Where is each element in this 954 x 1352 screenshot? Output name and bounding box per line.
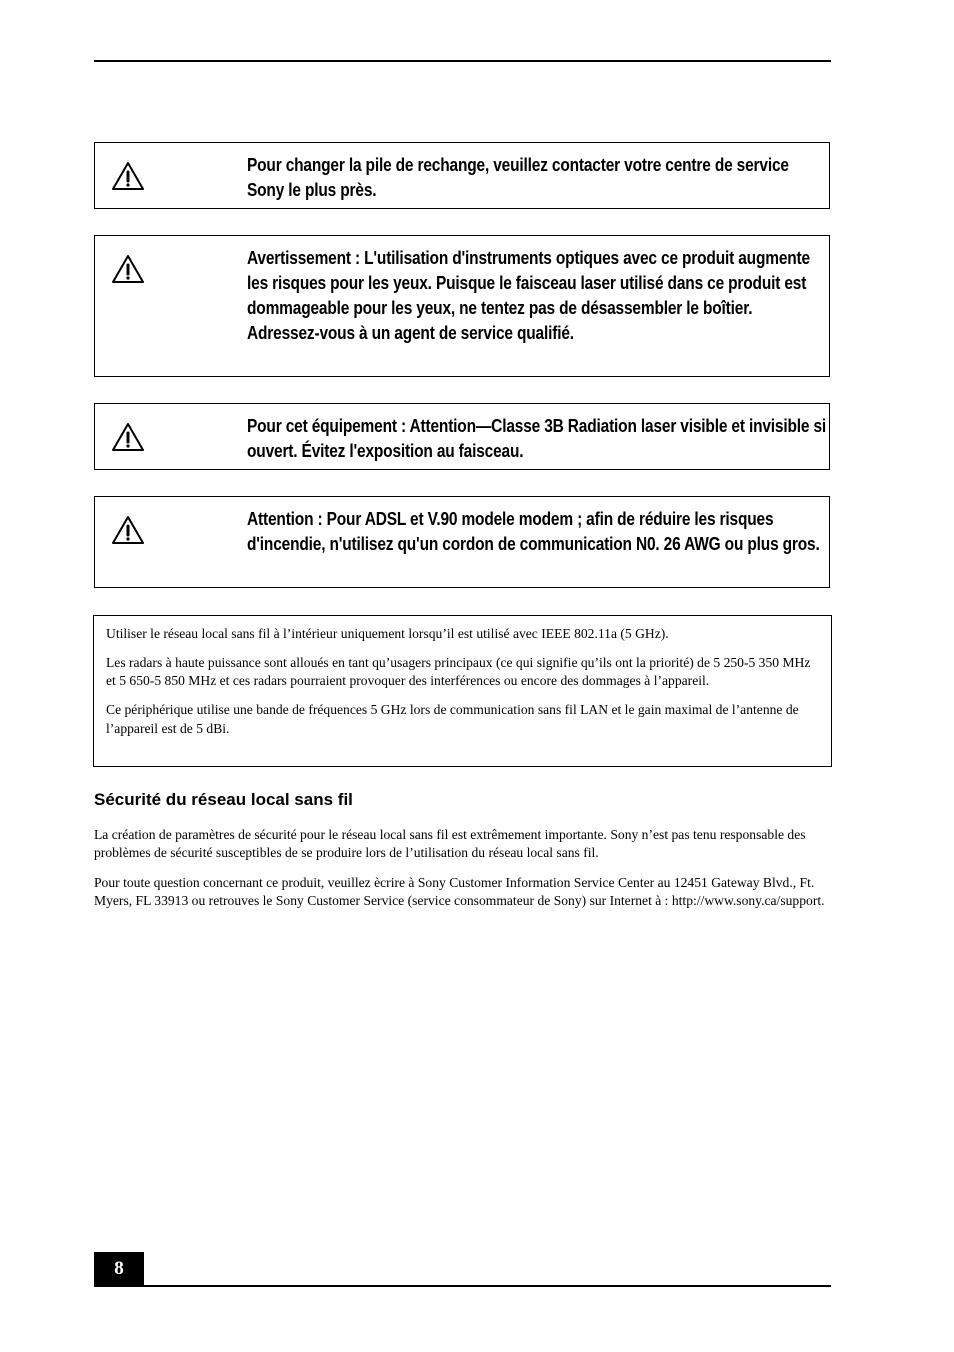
warning-text: Pour changer la pile de rechange, veuillez contacter votre centre de service Sony le plus près. [247,155,789,200]
warning-box-modem [94,496,830,588]
warning-triangle-icon [111,422,145,452]
warning-text: Attention : Pour ADSL et V.90 modele modem ; afin de réduire les risques d'incendie, n'utilisez qu'un cordon de communication N0. 26 AWG ou plus gros. [247,509,820,554]
section-body [94,826,834,922]
wireless-lan-notice-box [93,615,832,767]
notice-paragraph: Utiliser le réseau local sans fil à l’intérieur uniquement lorsqu’il est utilisé avec IEEE 802.11a (5 GHz). [106,626,669,641]
warning-box-laser [94,403,830,470]
notice-paragraph: Ce périphérique utilise une bande de fréquences 5 GHz lors de communication sans fil LAN et le gain maximal de l’antenne de l’appareil est de 5 dBi. [106,702,799,736]
warning-triangle-icon [111,515,145,545]
warning-triangle-icon [111,254,145,284]
header-rule [94,60,831,62]
warning-triangle-icon [111,161,145,191]
body-paragraph: Pour toute question concernant ce produit, veuillez ècrire à Sony Customer Information Service Center au 12451 Gateway Blvd., Ft. Myers, FL 33913 ou retrouves le Sony Customer Service (service consommateur de Sony) sur Internet à : http://www.sony.ca/support. [94,874,825,909]
warning-box-optical [94,235,830,377]
section-heading: Sécurité du réseau local sans fil [94,790,353,809]
footer-rule [94,1285,831,1287]
warning-text: Pour cet équipement : Attention—Classe 3B Radiation laser visible et invisible si ouvert. Évitez l'exposition au faisceau. [247,416,827,461]
warning-text: Avertissement : L'utilisation d'instruments optiques avec ce produit augmente les risques pour les yeux. Puisque le faisceau laser utilisé dans ce produit est dommageable pour les yeux, ne tentez pas de désassembler le boîtier. Adressez-vous à un agent de service qualifié. [247,248,810,343]
warning-box-battery [94,142,830,209]
page-number: 8 [94,1252,144,1286]
body-paragraph: La création de paramètres de sécurité pour le réseau local sans fil est extrêmement importante. Sony n’est pas tenu responsable des problèmes de sécurité susceptibles de se produire lors de l’utilisation du réseau local sans fil. [94,827,806,861]
notice-paragraph: Les radars à haute puissance sont alloués en tant qu’usagers principaux (ce qui signifie qu’ils ont la priorité) de 5 250-5 350 MHz et 5 650-5 850 MHz et ces radars pourraient provoquer des interférences ou encore des dommages à l’appareil. [106,654,811,689]
